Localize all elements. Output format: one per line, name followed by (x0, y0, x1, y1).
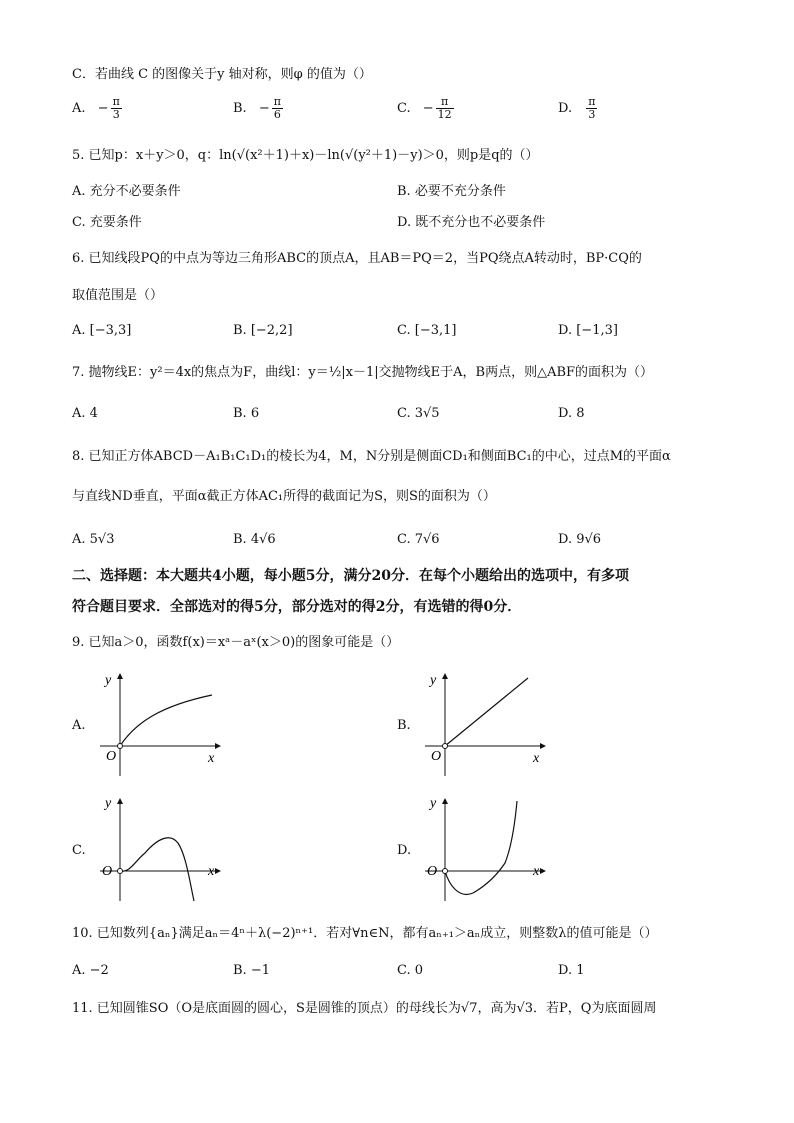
q5-option-b: B. 必要不充分条件 (397, 184, 506, 199)
q10-option-b: B. −1 (233, 963, 270, 978)
fraction-num: π (588, 95, 596, 108)
open-point (118, 869, 123, 874)
q4c-option-c (397, 96, 456, 121)
q11-stem: 11. 已知圆锥SO（O是底面圆的圆心，S是圆锥的顶点）的母线长为√7，高为√3．若P，Q为底面圆周 (72, 1001, 657, 1016)
q4c-stem: C．若曲线 C 的图像关于y 轴对称，则φ 的值为（） (72, 67, 372, 82)
fraction (586, 96, 597, 121)
option-sign: − (422, 101, 434, 116)
option-label: C. (397, 101, 411, 116)
q6-option-d: D. [−1,3] (558, 323, 618, 338)
q7-option-b: B. 6 (233, 406, 260, 421)
open-point (118, 744, 123, 749)
q7-option-c: C. 3√5 (397, 406, 440, 421)
y-axis-label: y (105, 673, 112, 688)
option-sign: − (258, 101, 270, 116)
function-curve (445, 801, 517, 894)
y-axis-label: y (430, 673, 437, 688)
option-label: B. (233, 101, 247, 116)
section-2-heading-2: 符合题目要求．全部选对的得5分，部分选对的得2分，有选错的得0分． (72, 599, 522, 615)
q10-stem: 10. 已知数列{aₙ}满足aₙ＝4ⁿ＋λ(−2)ⁿ⁺¹．若对∀n∈N，都有aₙ₊₁＞aₙ成立，则整数λ的值可能是（） (72, 926, 658, 941)
q9-graph-d (415, 793, 555, 905)
q9-stem: 9. 已知a＞0，函数f(x)＝xᵃ－aˣ(x＞0)的图象可能是（） (72, 635, 400, 650)
q10-option-c: C. 0 (397, 963, 424, 978)
origin-label: O (106, 749, 117, 764)
q8-option-d: D. 9√6 (558, 532, 602, 547)
q10-option-a: A. −2 (72, 963, 109, 978)
fraction-num: π (112, 95, 120, 108)
option-label: A. (72, 101, 86, 116)
function-curve (120, 838, 194, 901)
q4c-option-b (233, 96, 285, 121)
q8-option-a: A. 5√3 (72, 532, 115, 547)
x-axis-label: x (533, 751, 540, 766)
q5-option-d: D. 既不充分也不必要条件 (397, 215, 546, 230)
function-curve (445, 678, 528, 746)
q5-stem: 5. 已知p：x＋y＞0，q：ln(√(x²＋1)＋x)－ln(√(y²＋1)－y)＞0，则p是q的（） (72, 148, 539, 163)
q8-option-b: B. 4√6 (233, 532, 276, 547)
q6-option-a: A. [−3,3] (72, 323, 132, 338)
fraction-num: π (436, 96, 454, 109)
fraction (436, 96, 454, 121)
fraction-den: 6 (273, 108, 281, 121)
q5-option-a: A. 充分不必要条件 (72, 184, 181, 199)
q9-option-d-label: D. (397, 843, 412, 858)
q9-graph-b (415, 668, 555, 780)
origin-label: O (431, 749, 442, 764)
y-axis-label: y (105, 796, 112, 811)
x-axis-label: x (208, 751, 215, 766)
origin-label: O (102, 864, 113, 879)
option-label: D. (558, 101, 573, 116)
fraction (111, 96, 122, 121)
x-axis-label: x (208, 864, 215, 879)
section-2-heading: 二、选择题：本大题共4小题，每小题5分，满分20分．在每个小题给出的选项中，有多项 (72, 568, 629, 584)
fraction-den: 3 (588, 108, 596, 121)
q10-option-d: D. 1 (558, 963, 585, 978)
q8-stem: 8. 已知正方体ABCD－A₁B₁C₁D₁的棱长为4，M，N分别是侧面CD₁和侧面BC₁的中心，过点M的平面α (72, 449, 671, 464)
q7-stem: 7. 抛物线E：y²＝4x的焦点为F，曲线l：y＝½|x－1|交抛物线E于A，B两点，则△ABF的面积为（） (72, 365, 654, 380)
open-point (443, 744, 448, 749)
q9-option-b-label: B. (397, 718, 411, 733)
q6-stem: 6. 已知线段PQ的中点为等边三角形ABC的顶点A，且AB＝PQ＝2，当PQ绕点A转动时，BP·CQ的 (72, 251, 642, 266)
q6-option-b: B. [−2,2] (233, 323, 293, 338)
q9-option-a-label: A. (72, 718, 86, 733)
q9-option-c-label: C. (72, 843, 86, 858)
q8-option-c: C. 7√6 (397, 532, 440, 547)
q7-option-a: A. 4 (72, 406, 98, 421)
fraction-den: 3 (112, 108, 120, 121)
q4c-option-d (558, 96, 599, 121)
open-point (443, 869, 448, 874)
q6-stem-2: 取值范围是（） (72, 288, 164, 303)
q4c-option-a (72, 96, 124, 121)
q9-graph-a (90, 668, 230, 780)
q9-graph-c (90, 793, 230, 905)
fraction (272, 96, 283, 121)
q7-option-d: D. 8 (558, 406, 585, 421)
fraction-den: 12 (437, 108, 452, 121)
fraction-num: π (273, 95, 281, 108)
q5-option-c: C. 充要条件 (72, 215, 142, 230)
function-curve (120, 695, 212, 746)
q6-option-c: C. [−3,1] (397, 323, 457, 338)
origin-label: O (427, 864, 438, 879)
q8-stem-2: 与直线ND垂直，平面α截正方体AC₁所得的截面记为S，则S的面积为（） (72, 489, 496, 504)
option-sign: − (97, 101, 109, 116)
x-axis-label: x (533, 864, 540, 879)
y-axis-label: y (430, 796, 437, 811)
